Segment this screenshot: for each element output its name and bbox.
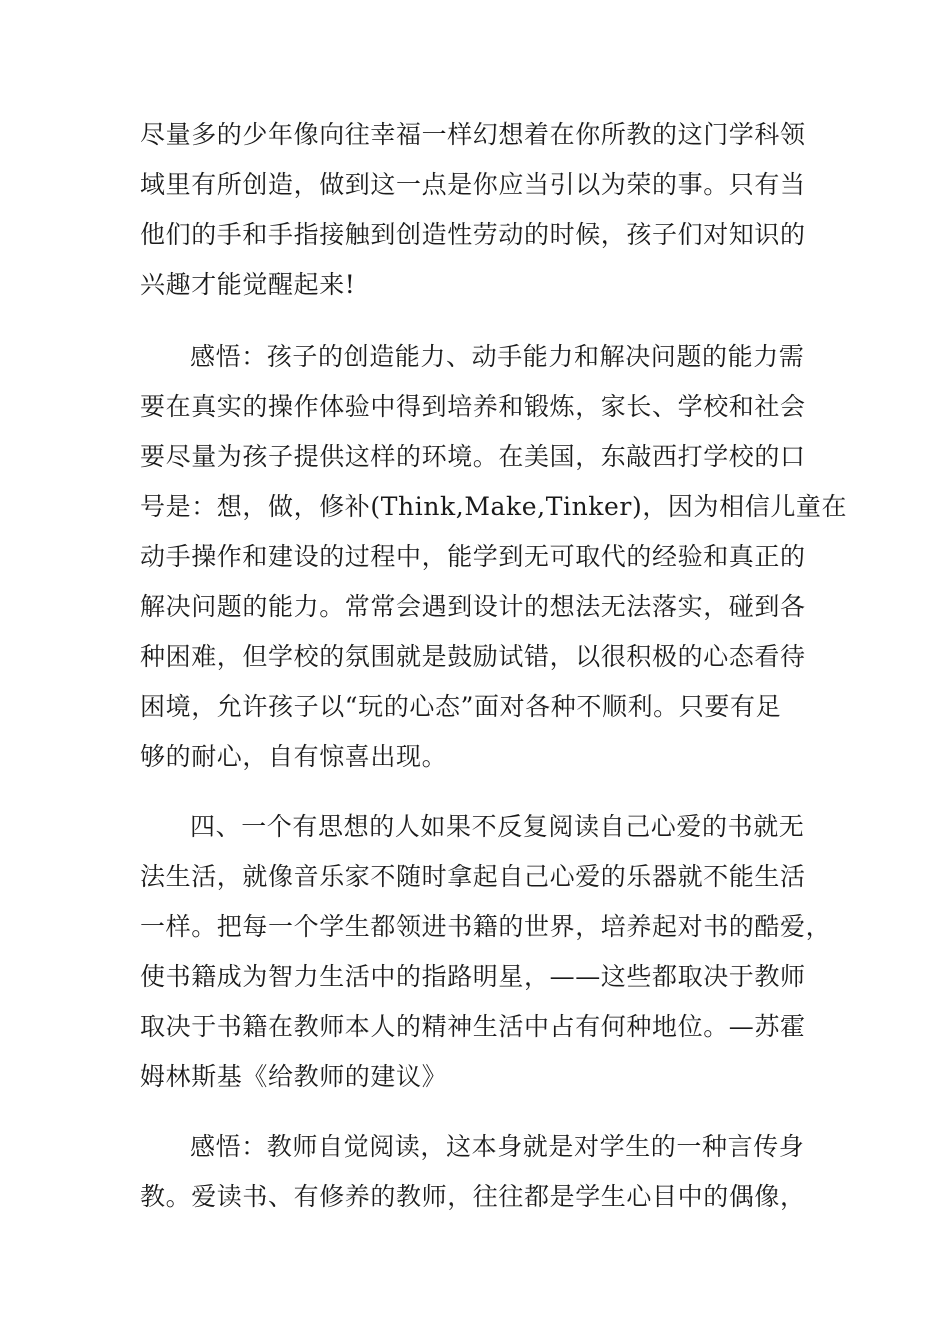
paragraph-quote-reading [140,802,831,1102]
paragraph-quote-creativity [140,110,806,310]
text-line: 感悟：孩子的创造能力、动手能力和解决问题的能力需 [190,342,805,371]
text-line: 使书籍成为智力生活中的指路明星，——这些都取决于教师 [140,962,806,991]
text-line: 四、一个有思想的人如果不反复阅读自己心爱的书就无 [190,812,805,841]
text-line: 他们的手和手指接触到创造性劳动的时候，孩子们对知识的 [140,220,806,249]
paragraph-reflection-reading [140,1122,806,1222]
text-line: 姆林斯基《给教师的建议》 [140,1062,448,1091]
text-line: 取决于书籍在教师本人的精神生活中占有何种地位。—苏霍 [140,1012,806,1041]
text-line: 感悟：教师自觉阅读，这本身就是对学生的一种言传身 [190,1132,805,1161]
text-line: 种困难，但学校的氛围就是鼓励试错，以很积极的心态看待 [140,642,806,671]
text-line: 一样。把每一个学生都领进书籍的世界，培养起对书的酷爱， [140,912,832,941]
text-line: 动手操作和建设的过程中，能学到无可取代的经验和真正的 [140,542,806,571]
text-line: 解决问题的能力。常常会遇到设计的想法无法落实，碰到各 [140,592,806,621]
text-line: 法生活，就像音乐家不随时拿起自己心爱的乐器就不能生活 [140,862,806,891]
document-page [140,0,848,1344]
text-line: 尽量多的少年像向往幸福一样幻想着在你所教的这门学科领 [140,120,806,149]
text-line: 要在真实的操作体验中得到培养和锻炼，家长、学校和社会 [140,392,806,421]
paragraph-reflection-hands-on [140,332,847,782]
text-line: 够的耐心，自有惊喜出现。 [140,742,448,771]
text-line: 要尽量为孩子提供这样的环境。在美国，东敲西打学校的口 [140,442,806,471]
text-line: 域里有所创造，做到这一点是你应当引以为荣的事。只有当 [140,170,806,199]
text-line: 兴趣才能觉醒起来! [140,270,356,299]
text-line: 教。爱读书、有修养的教师，往往都是学生心目中的偶像， [140,1182,806,1211]
text-line: 困境，允许孩子以“玩的心态”面对各种不顺利。只要有足 [140,692,782,721]
text-line: 号是：想，做，修补(Think,Make,Tinker)，因为相信儿童在 [140,492,848,521]
